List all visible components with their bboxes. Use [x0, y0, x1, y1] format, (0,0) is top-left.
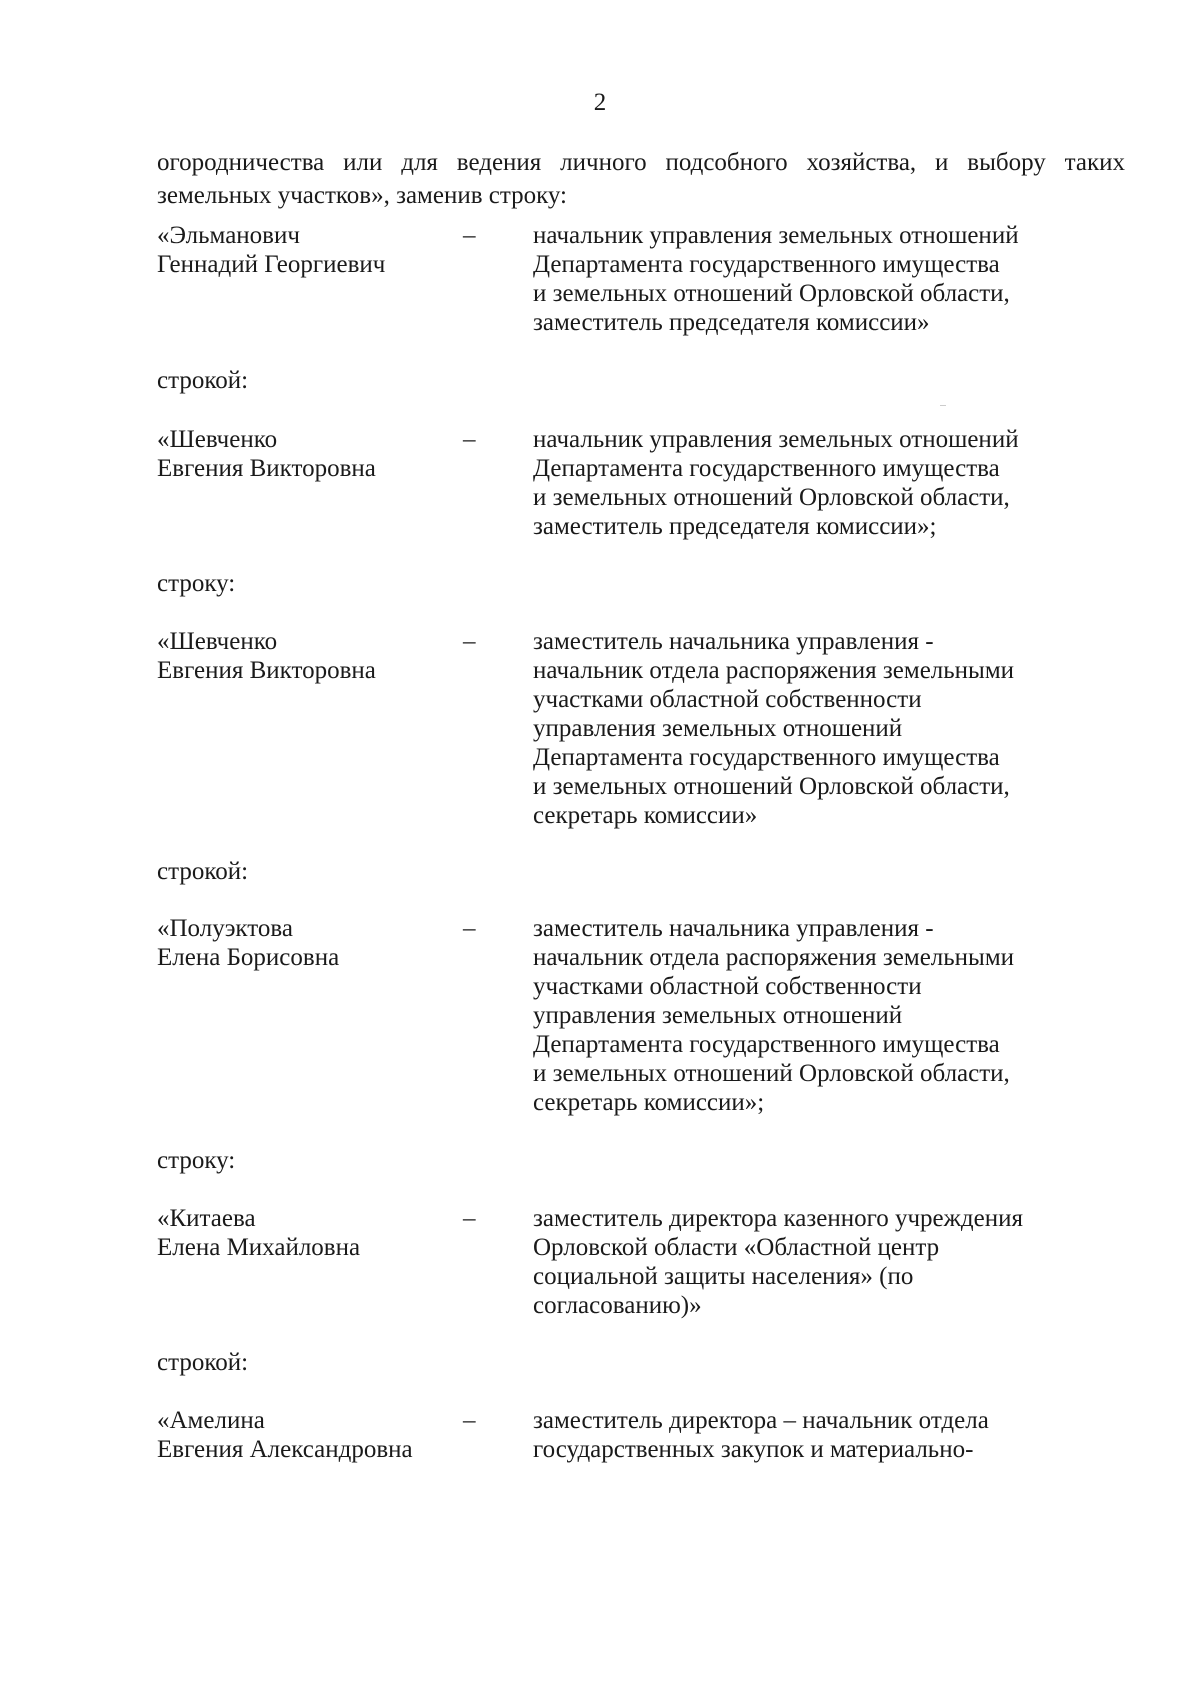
- role-line: Департамента государственного имущества: [533, 455, 1000, 482]
- role-line: заместитель председателя комиссии»;: [533, 513, 937, 540]
- member-name: [157, 221, 447, 279]
- dash-separator: –: [463, 1205, 476, 1232]
- connector-word: строку:: [157, 1147, 236, 1174]
- member-given-names: Елена Борисовна: [157, 944, 340, 971]
- role-line: участками областной собственности: [533, 973, 922, 1000]
- role-line: управления земельных отношений: [533, 1002, 903, 1029]
- page-number: 2: [593, 89, 607, 116]
- role-line: Департамента государственного имущества: [533, 744, 1000, 771]
- role-line: заместитель начальника управления -: [533, 628, 934, 655]
- dash-separator: –: [463, 426, 476, 453]
- scan-mark: [940, 405, 946, 406]
- member-role: [533, 221, 1133, 337]
- dash-separator: –: [463, 222, 476, 249]
- member-surname: «Амелина: [157, 1407, 265, 1434]
- member-given-names: Елена Михайловна: [157, 1234, 361, 1261]
- connector-word: строкой:: [157, 858, 249, 885]
- role-line: заместитель директора казенного учреждения: [533, 1205, 1024, 1232]
- role-line: Орловской области «Областной центр: [533, 1234, 940, 1261]
- role-line: секретарь комиссии»;: [533, 1089, 765, 1116]
- member-name: [157, 1406, 447, 1464]
- role-line: участками областной собственности: [533, 686, 922, 713]
- role-line: Департамента государственного имущества: [533, 251, 1000, 278]
- dash-separator: –: [463, 915, 476, 942]
- member-role: [533, 914, 1133, 1117]
- member-surname: «Полуэктова: [157, 915, 293, 942]
- member-name: [157, 914, 447, 972]
- role-line: и земельных отношений Орловской области,: [533, 773, 1010, 800]
- role-line: начальник отдела распоряжения земельными: [533, 657, 1015, 684]
- connector-word: строкой:: [157, 367, 249, 394]
- role-line: заместитель председателя комиссии»: [533, 309, 930, 336]
- member-surname: «Шевченко: [157, 628, 278, 655]
- member-role: [533, 1204, 1133, 1320]
- member-given-names: Евгения Александровна: [157, 1436, 413, 1463]
- role-line: начальник отдела распоряжения земельными: [533, 944, 1015, 971]
- role-line: начальник управления земельных отношений: [533, 426, 1019, 453]
- role-line: управления земельных отношений: [533, 715, 903, 742]
- connector-word: строкой:: [157, 1349, 249, 1376]
- role-line: и земельных отношений Орловской области,: [533, 484, 1010, 511]
- role-line: государственных закупок и материально-: [533, 1436, 974, 1463]
- member-role: [533, 425, 1133, 541]
- role-line: начальник управления земельных отношений: [533, 222, 1019, 249]
- intro-line: огородничества или для ведения личного подсобного хозяйства, и выбору таких: [157, 149, 1125, 176]
- role-line: заместитель начальника управления -: [533, 915, 934, 942]
- intro-line: земельных участков», заменив строку:: [157, 182, 567, 209]
- member-name: [157, 425, 447, 483]
- role-line: Департамента государственного имущества: [533, 1031, 1000, 1058]
- role-line: секретарь комиссии»: [533, 802, 758, 829]
- connector-word: строку:: [157, 570, 236, 597]
- dash-separator: –: [463, 628, 476, 655]
- member-surname: «Китаева: [157, 1205, 256, 1232]
- intro-paragraph: [157, 146, 1125, 212]
- member-role: [533, 627, 1133, 830]
- role-line: социальной защиты населения» (по: [533, 1263, 914, 1290]
- member-surname: «Эльманович: [157, 222, 300, 249]
- dash-separator: –: [463, 1407, 476, 1434]
- member-surname: «Шевченко: [157, 426, 278, 453]
- role-line: и земельных отношений Орловской области,: [533, 1060, 1010, 1087]
- member-given-names: Геннадий Георгиевич: [157, 251, 386, 278]
- member-name: [157, 627, 447, 685]
- role-line: и земельных отношений Орловской области,: [533, 280, 1010, 307]
- role-line: согласованию)»: [533, 1292, 702, 1319]
- member-role: [533, 1406, 1133, 1464]
- member-name: [157, 1204, 447, 1262]
- role-line: заместитель директора – начальник отдела: [533, 1407, 989, 1434]
- member-given-names: Евгения Викторовна: [157, 657, 376, 684]
- member-given-names: Евгения Викторовна: [157, 455, 376, 482]
